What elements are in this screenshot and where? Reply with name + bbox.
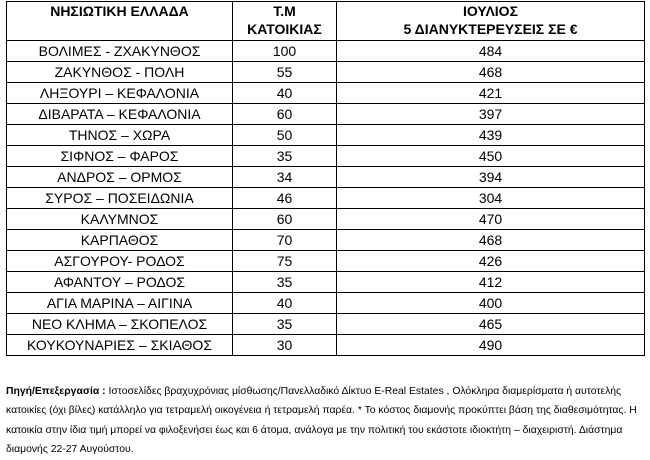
header-region	[7, 2, 233, 41]
cell-place: ΤΗΝΟΣ – ΧΩΡΑ	[7, 125, 233, 146]
cell-price: 397	[337, 104, 645, 125]
table-row	[7, 146, 645, 167]
cell-price: 400	[337, 293, 645, 314]
cell-place: ΣΥΡΟΣ – ΠΟΣΕΙΔΩΝΙΑ	[7, 188, 233, 209]
table-header	[7, 2, 645, 41]
source-label: Πηγή/Επεξεργασία :	[6, 386, 106, 397]
cell-place: ΒΟΛΙΜΕΣ - ΖΧΑΚΥΝΘΟΣ	[7, 41, 233, 62]
cell-place: ΚΑΛΥΜΝΟΣ	[7, 209, 233, 230]
cell-sqm: 40	[233, 293, 337, 314]
header-price-line2: 5 ΔΙΑΝΥΚΤΕΡΕΥΣΕΙΣ ΣΕ €	[403, 21, 578, 37]
table-body	[7, 41, 645, 356]
cell-place: ΖΑΚΥΝΘΟΣ - ΠΟΛΗ	[7, 62, 233, 83]
header-row	[7, 2, 645, 41]
table-row	[7, 62, 645, 83]
source-note	[6, 382, 644, 460]
rental-prices-table	[6, 1, 645, 356]
cell-sqm: 30	[233, 335, 337, 356]
table-row	[7, 167, 645, 188]
cell-sqm: 100	[233, 41, 337, 62]
table-row	[7, 230, 645, 251]
cell-sqm: 40	[233, 83, 337, 104]
cell-sqm: 70	[233, 230, 337, 251]
table-row	[7, 104, 645, 125]
cell-price: 304	[337, 188, 645, 209]
source-text: Ιστοσελίδες βραχυχρόνιας μίσθωσης/Πανελλαδικό Δίκτυο E-Real Estates , Ολόκληρα διαμερίσματα ή αυτοτελής κατοικίες (όχι βίλες) κατάλληλο για τετραμελή οικογένεια ή τετραμελή παρέα. * Το κόστος διαμονής προκύπτει βάση της διαθεσιμότητας. Η κατοικία στην ίδια τιμή μπορεί να φιλοξενήσει έως και 6 άτομα, ανάλογα με την πολιτική του εκάστοτε ιδιοκτήτη – διαχειριστή. Διάστημα διαμονής 22-27 Αυγούστου.	[6, 386, 637, 456]
cell-place: ΝΕΟ ΚΛΗΜΑ – ΣΚΟΠΕΛΟΣ	[7, 314, 233, 335]
table-row	[7, 272, 645, 293]
header-price	[337, 2, 645, 41]
header-price-line1: ΙΟΥΛΙΟΣ	[463, 3, 518, 19]
cell-price: 394	[337, 167, 645, 188]
header-sqm-line1: Τ.Μ	[273, 3, 296, 19]
cell-place: ΚΑΡΠΑΘΟΣ	[7, 230, 233, 251]
cell-sqm: 35	[233, 146, 337, 167]
cell-sqm: 34	[233, 167, 337, 188]
cell-place: ΚΟΥΚΟΥΝΑΡΙΕΣ – ΣΚΙΑΘΟΣ	[7, 335, 233, 356]
cell-place: ΑΓΙΑ ΜΑΡΙΝΑ – ΑΙΓΙΝΑ	[7, 293, 233, 314]
cell-place: ΑΦΑΝΤΟΥ – ΡΟΔΟΣ	[7, 272, 233, 293]
cell-price: 450	[337, 146, 645, 167]
cell-sqm: 55	[233, 62, 337, 83]
cell-price: 468	[337, 62, 645, 83]
cell-price: 439	[337, 125, 645, 146]
cell-sqm: 60	[233, 209, 337, 230]
cell-sqm: 35	[233, 272, 337, 293]
table-row	[7, 335, 645, 356]
cell-place: ΑΝΔΡΟΣ – ΟΡΜΟΣ	[7, 167, 233, 188]
cell-place: ΛΗΞΟΥΡΙ – ΚΕΦΑΛΟΝΙΑ	[7, 83, 233, 104]
cell-price: 484	[337, 41, 645, 62]
cell-price: 470	[337, 209, 645, 230]
header-region-label: ΝΗΣΙΩΤΙΚΗ ΕΛΛΑΔΑ	[50, 3, 189, 19]
cell-sqm: 60	[233, 104, 337, 125]
table-row	[7, 251, 645, 272]
table-row	[7, 209, 645, 230]
table-row	[7, 314, 645, 335]
cell-price: 421	[337, 83, 645, 104]
cell-sqm: 50	[233, 125, 337, 146]
table-row	[7, 83, 645, 104]
table-row	[7, 188, 645, 209]
table-row	[7, 293, 645, 314]
cell-price: 465	[337, 314, 645, 335]
cell-place: ΔΙΒΑΡΑΤΑ – ΚΕΦΑΛΟΝΙΑ	[7, 104, 233, 125]
cell-sqm: 46	[233, 188, 337, 209]
cell-price: 468	[337, 230, 645, 251]
cell-place: ΣΙΦΝΟΣ – ΦΑΡΟΣ	[7, 146, 233, 167]
cell-price: 426	[337, 251, 645, 272]
cell-sqm: 75	[233, 251, 337, 272]
table-row	[7, 41, 645, 62]
cell-sqm: 35	[233, 314, 337, 335]
cell-price: 412	[337, 272, 645, 293]
header-sqm	[233, 2, 337, 41]
header-sqm-line2: ΚΑΤΟΙΚΙΑΣ	[247, 21, 322, 37]
cell-price: 490	[337, 335, 645, 356]
cell-place: ΑΣΓΟΥΡΟΥ- ΡΟΔΟΣ	[7, 251, 233, 272]
table-row	[7, 125, 645, 146]
